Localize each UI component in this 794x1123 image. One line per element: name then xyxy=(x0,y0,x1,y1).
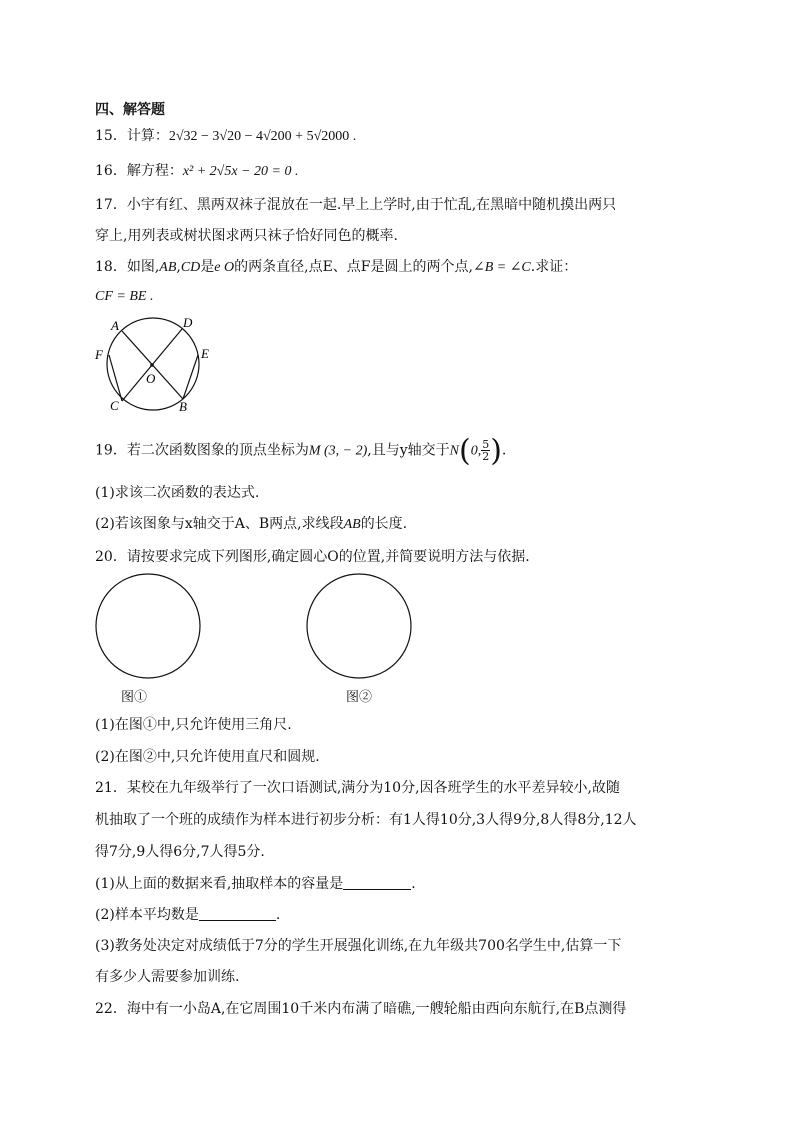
fraction-numerator: 5 xyxy=(482,438,490,451)
question-21-sub-1 xyxy=(95,875,416,893)
question-text: (2)若该图象与x轴交于A、B两点,求线段 xyxy=(95,516,344,532)
math-expression: 2√32 − 3√20 − 4√200 + 5√2000 . xyxy=(168,129,357,144)
figure-1-caption: 图① xyxy=(121,690,148,705)
center-point xyxy=(150,363,154,367)
question-label: 解方程： xyxy=(126,163,183,179)
question-20 xyxy=(95,548,530,566)
question-number: 18． xyxy=(95,259,127,275)
label-a: A xyxy=(111,318,119,333)
circle-figure-1 xyxy=(96,574,200,678)
label-c: C xyxy=(110,398,119,413)
question-text: 小宇有红、黑两双袜子混放在一起.早上上学时,由于忙乱,在黑暗中随机摸出两只 xyxy=(126,197,617,213)
chord-be xyxy=(183,355,198,399)
question-text: 请按要求完成下列图形,确定圆心O的位置,并简要说明方法与依据. xyxy=(126,549,530,565)
question-label: 计算： xyxy=(126,128,169,144)
circle-diagram xyxy=(95,312,225,417)
circle-symbol: e O xyxy=(214,260,235,275)
math-expression: x² + 2√5x − 20 = 0 . xyxy=(182,164,299,179)
segment-cd: CD xyxy=(180,260,201,275)
question-17-line-1 xyxy=(95,196,616,214)
question-20-sub-1: (1)在图①中,只允许使用三角尺. xyxy=(95,717,292,733)
question-number: 22． xyxy=(95,1001,127,1017)
question-number: 16． xyxy=(95,163,127,179)
question-19-sub-2 xyxy=(95,515,407,534)
question-text: 若二次函数图象的顶点坐标为 xyxy=(126,442,309,459)
answer-blank[interactable] xyxy=(343,875,411,890)
answer-blank[interactable] xyxy=(199,906,276,921)
fraction-denominator: 2 xyxy=(482,450,490,463)
fraction xyxy=(481,439,490,462)
question-21-sub-2 xyxy=(95,906,280,924)
section-heading: 四、解答题 xyxy=(95,102,165,118)
label-b: B xyxy=(179,399,187,414)
question-number: 21． xyxy=(95,780,127,796)
question-number: 19． xyxy=(95,442,127,459)
question-text: ,且与y轴交于 xyxy=(367,442,450,459)
question-15 xyxy=(95,127,356,146)
point-x: 0, xyxy=(470,443,482,459)
segment-ab: AB xyxy=(159,260,177,275)
question-text: .求证： xyxy=(530,259,578,275)
close-paren: ) xyxy=(490,433,502,469)
point-name: N xyxy=(449,443,459,459)
figure-2-caption: 图② xyxy=(346,690,373,705)
question-17-line-2: 穿上,用列表或树状图求两只袜子恰好同色的概率. xyxy=(95,228,398,244)
question-16 xyxy=(95,162,298,181)
question-21-line-3: 得7分,9人得6分,7人得5分. xyxy=(95,844,265,860)
open-paren: ( xyxy=(458,433,471,469)
question-text: 海中有一小岛A,在它周围10千米内布满了暗礁,一艘轮船由西向东航行,在B点测得 xyxy=(126,1001,627,1017)
angle-condition: ∠B = ∠C xyxy=(472,260,531,275)
question-text: 如图, xyxy=(126,259,160,275)
question-18-line-1 xyxy=(95,258,577,277)
question-19-sub-1: (1)求该二次函数的表达式. xyxy=(95,485,260,501)
question-text: 某校在九年级举行了一次口语测试,满分为10分,因各班学生的水平差异较小,故随 xyxy=(126,780,620,796)
question-21-sub-3-line-2: 有多少人需要参加训练. xyxy=(95,969,240,985)
question-text: (2)样本平均数是 xyxy=(95,907,199,923)
circle-figure-2 xyxy=(307,574,411,678)
segment-ab: AB xyxy=(343,517,361,532)
question-number: 17． xyxy=(95,197,127,213)
period: . xyxy=(275,907,281,923)
question-20-sub-2: (2)在图②中,只允许使用直尺和圆规. xyxy=(95,749,320,765)
label-o: O xyxy=(146,371,156,386)
question-text: 是 xyxy=(200,259,215,275)
period: . xyxy=(411,876,416,892)
question-21-line-1 xyxy=(95,779,620,797)
question-text: . xyxy=(501,442,507,459)
question-number: 20． xyxy=(95,549,127,565)
vertex-coordinate: M (3, − 2) xyxy=(308,443,368,459)
chord-cf xyxy=(109,355,122,401)
question-21-sub-3-line-1: (3)教务处决定对成绩低于7分的学生开展强化训练,在九年级共700名学生中,估算一下 xyxy=(95,938,622,954)
blank-circles-figure xyxy=(95,572,425,682)
question-text: 的两条直径,点E、点F是圆上的两个点, xyxy=(234,259,473,275)
label-e: E xyxy=(201,346,209,361)
separator: , xyxy=(176,259,181,275)
label-d: D xyxy=(183,315,193,330)
question-18-line-2: CF = BE . xyxy=(95,289,154,304)
question-21-line-2: 机抽取了一个班的成绩作为样本进行初步分析：有1人得10分,3人得9分,8人得8分,12人 xyxy=(95,812,637,828)
question-text: 的长度. xyxy=(360,516,408,532)
question-number: 15． xyxy=(95,128,127,144)
label-f: F xyxy=(95,347,103,362)
question-text: (1)从上面的数据来看,抽取样本的容量是 xyxy=(95,876,344,892)
question-22-line-1 xyxy=(95,1000,626,1018)
question-19-line-1 xyxy=(95,433,507,469)
